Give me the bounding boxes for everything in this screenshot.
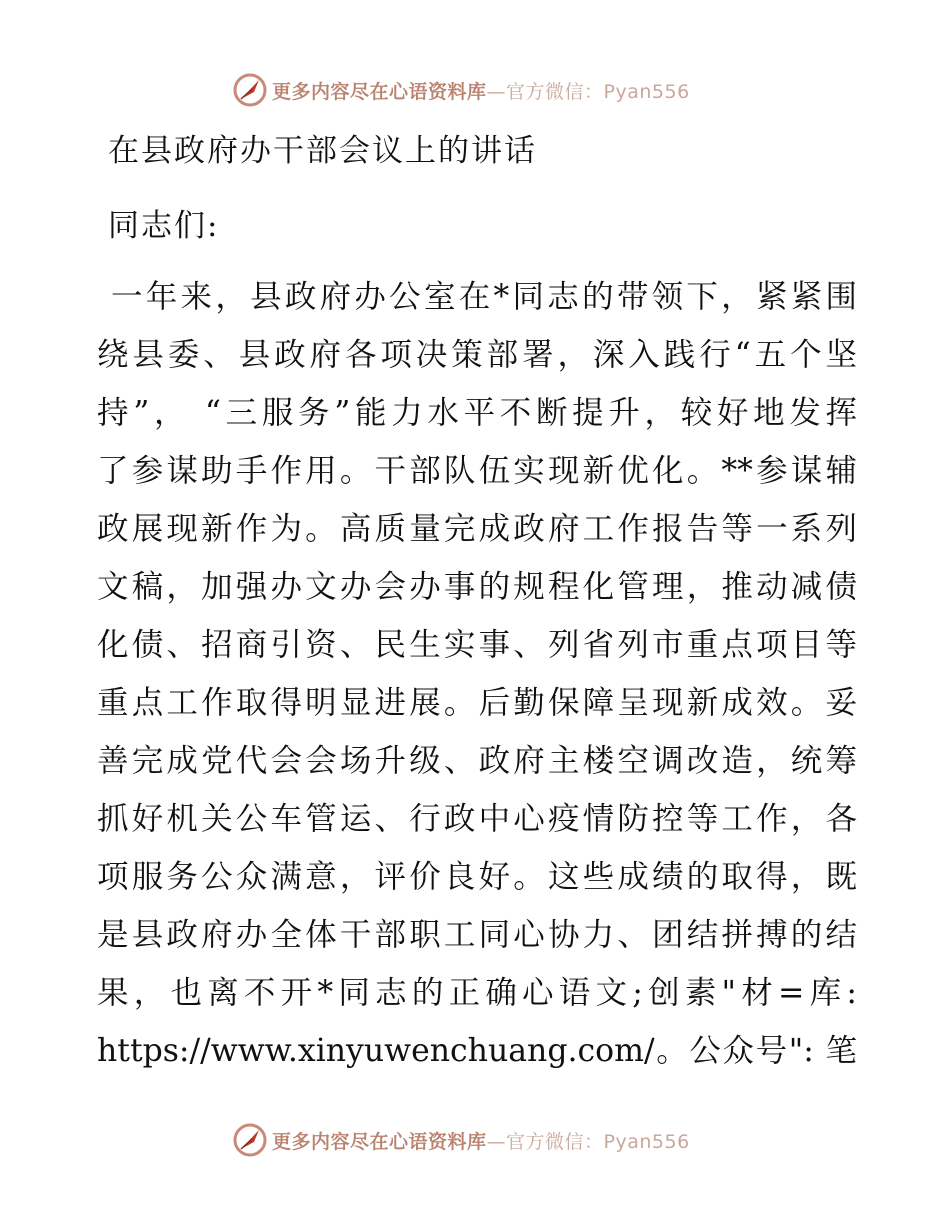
body-line: 抓好机关公车管运、行政中心疫情防控等工作，各	[97, 801, 857, 837]
banner-dash: —	[486, 1130, 507, 1153]
banner-wechat: 官方微信：Pyan556	[506, 80, 690, 103]
banner-brand: 更多内容尽在心语资料库	[272, 80, 487, 103]
feather-logo-icon	[232, 1122, 268, 1158]
banner-brand: 更多内容尽在心语资料库	[272, 1130, 487, 1153]
body-line: 政展现新作为。高质量完成政府工作报告等一系列	[97, 511, 857, 547]
body-line: https://www.xinyuwenchuang.com/。公众号": 笔	[97, 1033, 857, 1069]
body-line: 化债、招商引资、民生实事、列省列市重点项目等	[97, 627, 857, 663]
body-line: 持”， “三服务”能力水平不断提升，较好地发挥	[97, 395, 857, 431]
header-banner	[232, 70, 690, 110]
banner-wechat: 官方微信：Pyan556	[506, 1130, 690, 1153]
body-line: 一年来，县政府办公室在*同志的带领下，紧紧围	[111, 279, 857, 315]
body-line: 果，也离不开*同志的正确心语文;创素"材=库:	[97, 975, 857, 1011]
body-paragraph	[97, 268, 857, 1080]
banner-text	[272, 77, 690, 104]
banner-text	[272, 1127, 690, 1154]
body-line: 文稿，加强办文办会办事的规程化管理，推动减债	[97, 569, 857, 605]
body-line: 绕县委、县政府各项决策部署，深入践行“五个坚	[97, 337, 857, 373]
footer-banner	[232, 1120, 690, 1160]
document-title: 在县政府办干部会议上的讲话	[108, 133, 537, 169]
body-line: 是县政府办全体干部职工同心协力、团结拼搏的结	[97, 917, 857, 953]
banner-dash: —	[486, 80, 507, 103]
body-line: 善完成党代会会场升级、政府主楼空调改造，统筹	[97, 743, 857, 779]
body-line: 项服务公众满意，评价良好。这些成绩的取得，既	[97, 859, 857, 895]
body-line: 重点工作取得明显进展。后勤保障呈现新成效。妥	[97, 685, 857, 721]
feather-logo-icon	[232, 72, 268, 108]
greeting: 同志们:	[108, 208, 220, 244]
body-line: 了参谋助手作用。干部队伍实现新优化。**参谋辅	[97, 453, 857, 489]
